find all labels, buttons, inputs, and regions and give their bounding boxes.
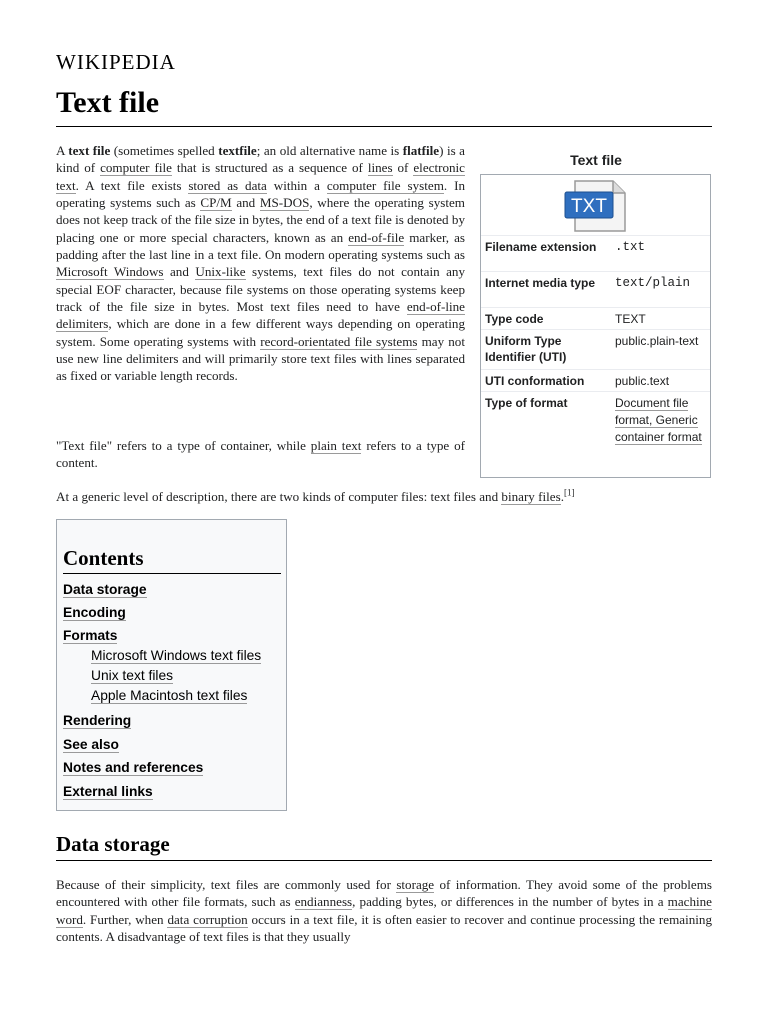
text-run: of [392,160,414,176]
toc-heading: Contents [63,546,281,574]
inline-link[interactable]: record-orientated file systems [260,333,418,349]
table-of-contents [56,519,287,811]
text-run: ; an old alternative name is [256,143,403,158]
toc-item[interactable] [63,582,147,597]
toc-item[interactable] [63,784,153,799]
txt-icon-label: TXT [571,196,607,217]
text-run: and [163,264,196,280]
infobox-row [481,370,710,392]
toc-item-label: Microsoft Windows text files [91,648,262,663]
text-run: refers to a type of content. [56,438,465,471]
bold-term: textfile [218,143,257,158]
inline-link[interactable]: CP/M [200,195,232,211]
infobox-value[interactable]: Document file format, Generic container format [615,396,702,444]
text-run: occurs in a text file, it is often easier to recover and continue processing the remaining contents. A disadvantage of text files is that they usually [56,911,712,945]
infobox-label: Type of format [485,396,568,410]
toc-item[interactable] [63,760,203,775]
bold-term: flatfile [402,143,440,158]
text-run: , where the operating system does not keep track of the file size in bytes, the end of a text file is denoted by placing one or more special characters, known as an [56,195,465,245]
text-run: , padding bytes, or differences in the number of bytes in a [352,894,668,910]
inline-link[interactable]: binary files [501,489,561,504]
infobox-row [481,236,710,272]
section-underline [56,860,712,861]
infobox-label: Internet media type [485,276,596,290]
text-run: systems, text files do not contain any special EOF character, because file systems on those operating systems keep track of the file size in bytes. Most text files need to have [56,264,466,315]
toc-item-label: Encoding [63,605,126,620]
intro-paragraph-1 [56,142,465,385]
text-run: ) is a kind of [56,143,465,176]
toc-item-label: See also [63,737,119,752]
toc-item[interactable] [63,628,117,643]
text-run: . [560,489,564,504]
infobox-row [481,330,710,370]
infobox [480,174,711,478]
text-run: that is structured as a sequence of [171,160,368,176]
infobox-title: Text file [570,152,622,168]
infobox-value[interactable]: public.plain-text [615,334,699,348]
infobox-row [481,308,710,330]
inline-link[interactable]: plain text [310,438,362,453]
inline-link[interactable]: end-of-file [348,229,405,245]
inline-link[interactable]: electronic text [56,160,465,193]
inline-link[interactable]: stored as data [188,177,267,193]
toc-item[interactable] [91,668,173,683]
wikipedia-wordmark[interactable]: WIKIPEDIA [56,50,176,74]
text-run: marker, as padding after the last line in a text file. On modern operating systems such as [56,229,465,263]
section-heading-data-storage: Data storage [56,832,170,856]
text-run: A [56,143,69,158]
infobox-label: Type code [485,312,544,326]
inline-link[interactable]: data corruption [167,911,248,927]
title-underline [56,126,712,127]
text-run: . A text file exists [75,177,189,193]
infobox-row [481,392,710,480]
infobox-row [481,272,710,308]
text-run: , which are done in a few different ways depending on operating system. Some operating systems with [56,316,465,349]
inline-link[interactable]: machine word [56,894,712,927]
inline-link[interactable]: Microsoft Windows [56,264,164,280]
infobox-image [481,175,710,236]
toc-item[interactable] [91,688,247,703]
text-run: Because of their simplicity, text files are commonly used for [56,877,397,892]
text-run: within a [266,177,327,193]
citation-link[interactable]: [1] [563,487,575,498]
infobox-label: Filename extension [485,240,597,254]
toc-item[interactable] [63,605,126,620]
toc-item-label: Apple Macintosh text files [91,688,248,703]
toc-item-label: Rendering [63,713,132,728]
infobox-value: text/plain [615,276,691,290]
inline-link[interactable]: computer file [100,160,172,176]
intro-paragraph-3 [56,488,712,505]
inline-link[interactable]: storage [396,877,435,892]
toc-item-label: Notes and references [63,760,204,775]
infobox-label: UTI conformation [485,374,585,388]
toc-item[interactable] [63,737,119,752]
toc-item-label: External links [63,784,153,799]
intro-paragraph-2 [56,437,465,472]
text-run: may not use new line delimiters and will primarily store text files with lines separated as fixed or variable length records. [56,333,465,384]
toc-item-label: Data storage [63,582,147,597]
infobox-rows [481,236,710,480]
page-title: Text file [56,86,160,119]
infobox-label: Uniform Type Identifier (UTI) [485,334,567,364]
inline-link[interactable]: MS-DOS [259,195,310,211]
bold-term: text file [68,143,111,158]
infobox-value: TEXT [615,312,646,326]
text-run: and [231,195,260,211]
text-run: At a generic level of description, there are two kinds of computer files: text files and [56,489,502,504]
inline-link[interactable]: endianness [294,894,353,910]
inline-link[interactable]: end-of-line [406,299,465,315]
txt-file-icon[interactable] [561,178,631,234]
text-run: (sometimes spelled [110,143,219,158]
data-storage-paragraph [56,876,712,945]
inline-link[interactable]: Unix-like [195,264,246,280]
infobox-value: .txt [615,240,646,254]
infobox-value[interactable]: public.text [615,374,670,388]
toc-item-label: Unix text files [91,668,174,683]
text-run: "Text file" refers to a type of container, while [56,438,311,453]
toc-item[interactable] [91,648,261,663]
text-run: . In operating systems such as [56,177,465,211]
toc-item[interactable] [63,713,131,728]
text-run: . Further, when [82,911,168,927]
toc-item-label: Formats [63,628,118,643]
inline-link[interactable]: computer file system [326,177,444,193]
text-run: of information. They avoid some of the problems encountered with other file formats, such as [56,877,712,910]
inline-link[interactable]: delimiters [56,316,109,332]
inline-link[interactable]: lines [367,160,393,176]
